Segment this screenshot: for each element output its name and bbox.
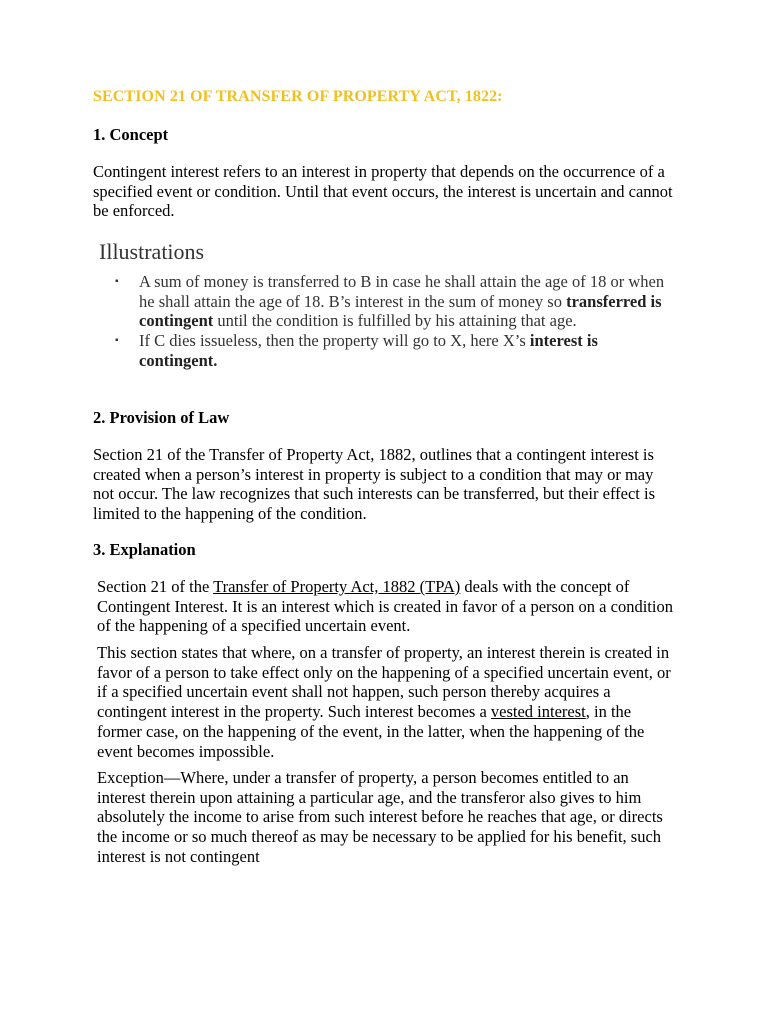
bullet-marker-icon: ▪ xyxy=(115,335,119,347)
paragraph-text: deals with the concept of Contingent Interest. It is an interest which is created in favor of a person on a condition of the happening of a specified uncertain event. xyxy=(97,577,673,636)
explanation-paragraph-1 xyxy=(97,577,677,636)
vested-interest-link[interactable]: vested interest xyxy=(490,702,586,722)
bullet-text-bold: interest is contingent. xyxy=(139,331,598,370)
paragraph-text: Section 21 of the xyxy=(97,577,214,596)
document-title: SECTION 21 OF TRANSFER OF PROPERTY ACT, 1822: xyxy=(93,88,503,105)
explanation-paragraph-2 xyxy=(97,643,677,761)
section-heading-explanation: 3. Explanation xyxy=(93,540,196,559)
tpa-link[interactable]: Transfer of Property Act, 1882 (TPA) xyxy=(213,577,461,596)
illustrations-list xyxy=(115,272,680,371)
section-heading-provision: 2. Provision of Law xyxy=(93,408,230,427)
concept-paragraph: Contingent interest refers to an interest in property that depends on the occurrence of a specified event or condition. Until that event occurs, the interest is uncertain and cannot be enforced. xyxy=(93,162,673,221)
bullet-text-pre: A sum of money is transferred to B in case he shall attain the age of 18 or when he shall attain the age of 18. B’s interest in the sum of money so xyxy=(139,272,665,311)
bullet-text-bold: transferred is contingent xyxy=(139,291,662,331)
paragraph-text: , in the former case, on the happening of the event, in the latter, when the happening of the event becomes impossible. xyxy=(97,702,645,761)
section-heading-concept: 1. Concept xyxy=(93,125,169,144)
bullet-text-pre: If C dies issueless, then the property will go to X, here X’s xyxy=(139,331,530,351)
paragraph-text: This section states that where, on a transfer of property, an interest therein is created in favor of a person to take effect only on the happening of a specified uncertain event, or if a specified uncertain event shall not happen, such person thereby acquires a contingent interest in the property. Such interest becomes a xyxy=(97,643,671,722)
provision-paragraph: Section 21 of the Transfer of Property Act, 1882, outlines that a contingent interest is created when a person’s interest in property is subject to a condition that may or may not occur. The law recognizes that such interests can be transferred, but their effect is limited to the happening of the condition. xyxy=(93,445,656,524)
list-item xyxy=(115,272,680,331)
exception-paragraph: Exception—Where, under a transfer of property, a person becomes entitled to an interest therein upon attaining a particular age, and the transferor also gives to him absolutely the income to arise from such interest before he reaches that age, or directs the income or so much thereof as may be necessary to be applied for his benefit, such interest is not contingent xyxy=(97,768,663,866)
illustrations-heading: Illustrations xyxy=(99,239,205,264)
bullet-marker-icon: ▪ xyxy=(115,276,119,287)
bullet-text-post: until the condition is fulfilled by his attaining that age. xyxy=(213,311,577,331)
list-item xyxy=(115,331,680,370)
